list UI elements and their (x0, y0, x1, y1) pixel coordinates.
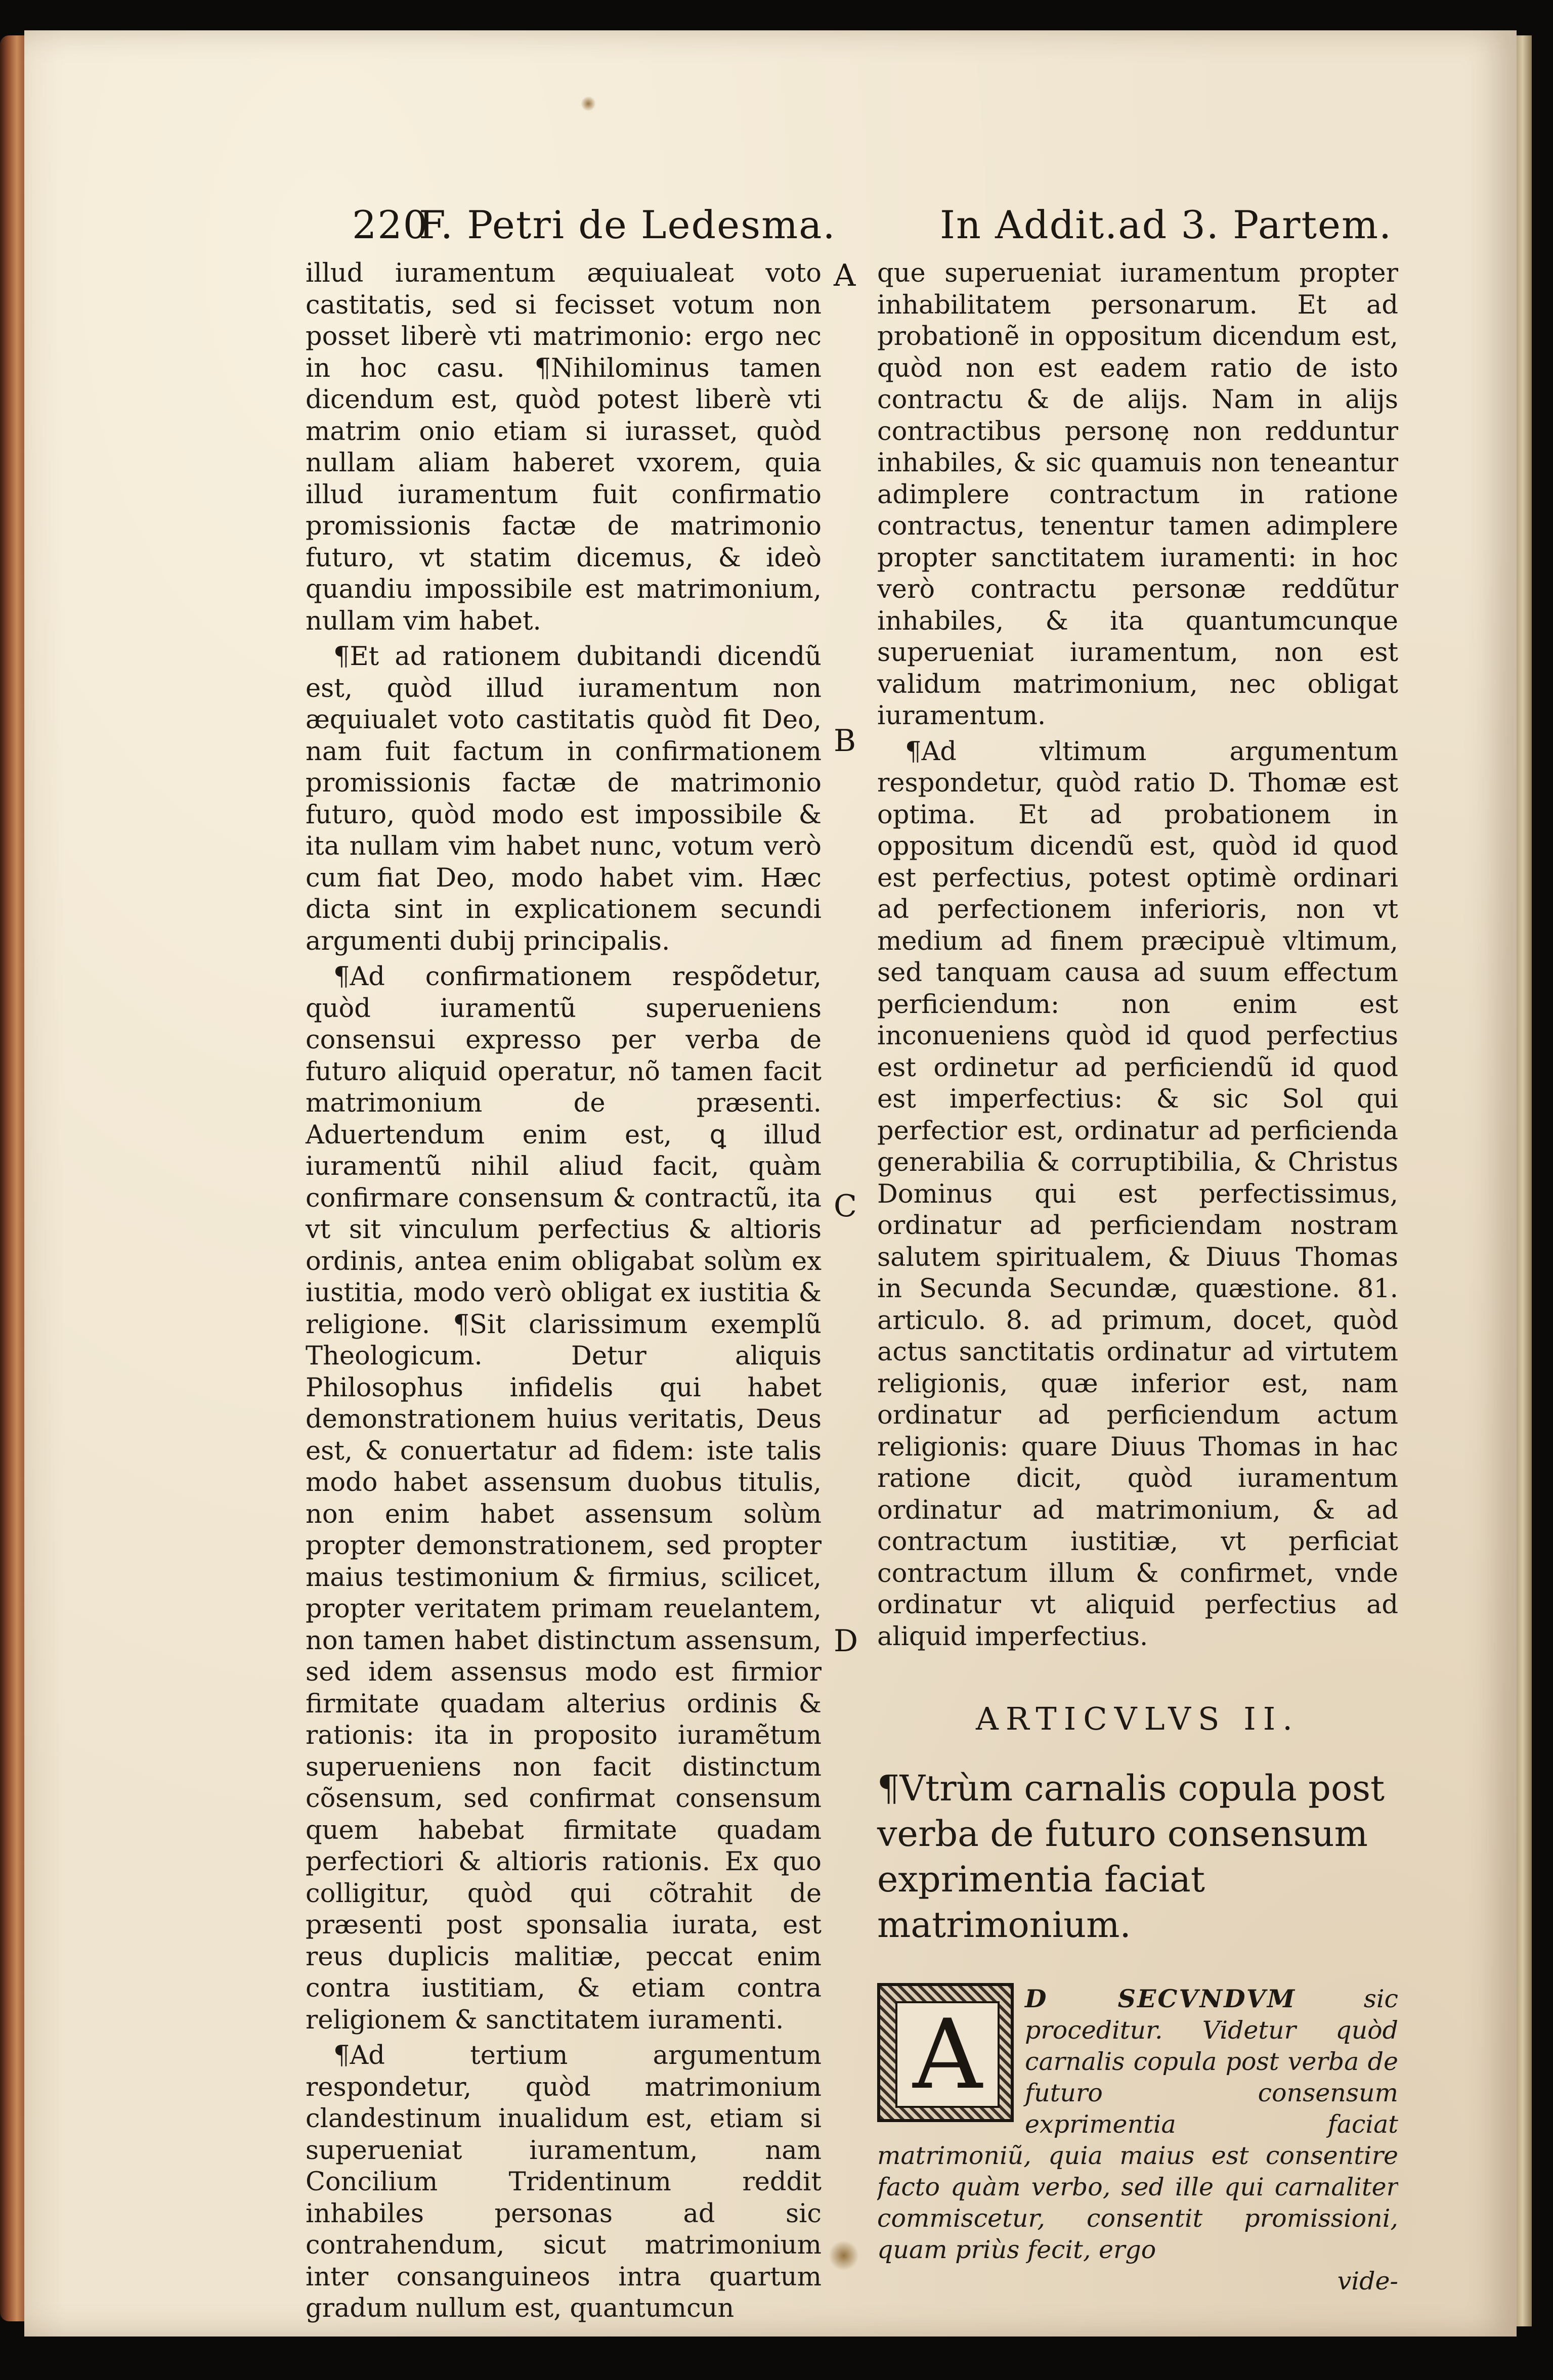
article-opening-body: sic proceditur. Videtur quòd carnalis copula post verba de futuro consensum exprimentia faciat matrimoniũ, quia maius est consentire facto quàm verbo, sed ille qui carnaliter commiscetur, consentit promissioni, quam priùs fecit, ergo (877, 1984, 1398, 2264)
article-heading: ARTICVLVS II. (976, 1700, 1300, 1737)
running-head-section: In Addit.ad 3. Partem. (940, 202, 1393, 247)
margin-marker-d: D (834, 1623, 858, 1659)
left-paragraph-2: ¶Et ad rationem dubitandi dicendũ est, quòd illud iuramentum non æquiualet voto castitatis quòd fit Deo, nam fuit factum in confirmationem promissionis factæ de matrimonio futuro, quòd modo est impossibile & ita nullam vim habet nunc, votum verò cum fiat Deo, modo habet vim. Hæc dicta sint in explicationem secundi argumenti dubij principalis. (306, 642, 822, 956)
margin-marker-b: B (834, 723, 856, 759)
next-page-edge (1517, 35, 1532, 2326)
article-question: ¶Vtrùm carnalis copula post verba de futuro consensum exprimentia faciat matrimonium. (877, 1767, 1385, 1946)
page-number: 220 (352, 202, 429, 247)
right-paragraph-1: que superueniat iuramentum propter inhabilitatem personarum. Et ad probationẽ in oppositum dicendum est, quòd non est eadem ratio de isto contractu & de alijs. Nam in alijs contractibus personę non redduntur inhabiles, & sic quamuis non teneantur adimplere contractum in ratione contractus, tenentur tamen adimplere propter sanctitatem iuramenti: in hoc verò contractu personæ reddũtur inhabiles, & ita quantumcunque superueniat iuramentum, non est validum matrimonium, nec obligat iuramentum. (877, 258, 1398, 731)
running-head-author: F. Petri de Ledesma. (419, 202, 836, 247)
paper-stain (581, 96, 596, 111)
paper-stain (829, 2240, 859, 2271)
margin-marker-c: C (834, 1188, 857, 1224)
decorated-initial (877, 1983, 1014, 2122)
margin-marker-a: A (834, 258, 856, 293)
left-paragraph-4: ¶Ad tertium argumentum respondetur, quòd matrimonium clandestinum inualidum est, etiam si superueniat iuramentum, nam Concilium Tridentinum reddit inhabiles personas ad sic contrahendum, sicut matrimonium inter consanguineos intra quartum gradum nullum est, quantumcun (306, 2041, 822, 2323)
page-header (24, 182, 1517, 263)
catchword: vide- (1337, 2266, 1398, 2296)
left-paragraph-1: illud iuramentum æquiualeat voto castitatis, sed si fecisset votum non posset liberè vti matrimonio: ergo nec in hoc casu. ¶Nihilominus tamen dicendum est, quòd potest liberè vti matrim onio etiam si iurasset, quòd nullam aliam haberet vxorem, quia illud iuramentum fuit confirmatio promissionis factæ de matrimonio futuro, vt statim dicemus, & ideò quandiu impossibile est matrimonium, nullam vim habet. (306, 258, 822, 636)
right-paragraph-2: ¶Ad vltimum argumentum respondetur, quòd ratio D. Thomæ est optima. Et ad probationem in oppositum dicendũ est, quòd id quod est perfectius, potest optimè ordinari ad perfectionem inferioris, non vt medium ad finem præcipuè vltimum, sed tanquam causa ad suum effectum perficiendum: non enim est inconueniens quòd id quod perfectius est ordinetur ad perficiendũ id quod est imperfectius: & sic Sol qui perfectior est, ordinatur ad perficienda generabilia & corruptibilia, & Christus Dominus qui est perfectissimus, ordinatur ad perficiendam nostram salutem spiritualem, & Diuus Thomas in Secunda Secundæ, quæstione. 81. articulo. 8. ad primum, docet, quòd actus sanctitatis ordinatur ad virtutem religionis, quæ inferior est, nam ordinatur ad perficiendum actum religionis: quare Diuus Thomas in hac ratione dicit, quòd iuramentum ordinatur ad matrimonium, & ad contractum iustitiæ, vt perficiat contractum illum & confirmet, vnde ordinatur vt aliquid perfectius ad aliquid imperfectius. (877, 736, 1398, 1652)
left-paragraph-3: ¶Ad confirmationem respõdetur, quòd iuramentũ superueniens consensui expresso per verba de futuro aliquid operatur, nõ tamen facit matrimonium de præsenti. Aduertendum enim est, ꝗ illud iuramentũ nihil aliud facit, quàm confirmare consensum & contractũ, ita vt sit vinculum perfectius & altioris ordinis, antea enim obligabat solùm ex iustitia, modo verò obligat ex iustitia & religione. ¶Sit clarissimum exemplũ Theologicum. Detur aliquis Philosophus infidelis qui habet demonstrationem huius veritatis, Deus est, & conuertatur ad fidem: iste talis modo habet assensum duobus titulis, non enim habet assensum solùm propter demonstrationem, sed propter maius testimonium & firmius, scilicet, propter veritatem primam reuelantem, non tamen habet distinctum assensum, sed idem assensus modo est firmior firmitate quadam alterius ordinis & rationis: ita in proposito iuramẽtum superueniens non facit distinctum cõsensum, sed confirmat consensum quem habebat firmitate quadam perfectiori & altioris rationis. Ex quo colligitur, quòd qui cõtrahit de præsenti post sponsalia iurata, est reus duplicis malitiæ, peccat enim contra iustitiam, & etiam contra religionem & sanctitatem iuramenti. (306, 962, 822, 2035)
right-column (877, 258, 1398, 2297)
book-page (24, 30, 1517, 2337)
article-lead-words: D SECVNDVM (1025, 1984, 1297, 2013)
article-opening (877, 1983, 1398, 2298)
left-column (306, 258, 822, 2329)
decorated-initial-letter: A (895, 2001, 1000, 2108)
